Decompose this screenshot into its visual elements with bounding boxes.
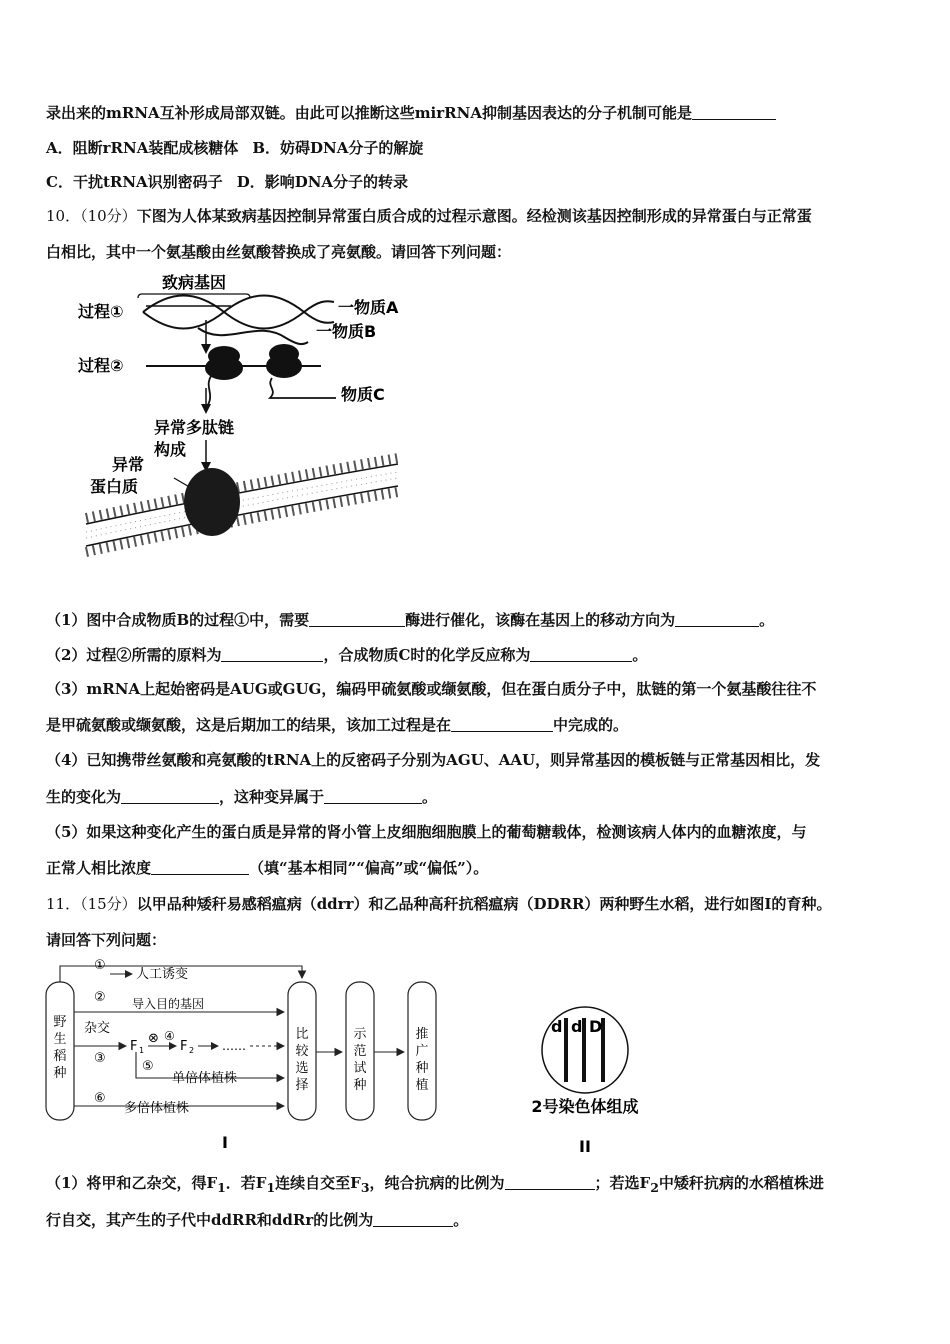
svg-text:野: 野 [53,1015,67,1030]
svg-text:⊗: ⊗ [148,1031,159,1046]
svg-text:推: 推 [415,1027,429,1042]
answer-blank[interactable] [451,718,553,732]
svg-text:④: ④ [164,1029,175,1043]
intro-line: 录出来的mRNA互补形成局部双链。由此可以推断这些mirRNA抑制基因表达的分子机制可能是 [46,102,776,123]
svg-text:①: ① [94,958,106,973]
figure-label-2: II [579,1137,591,1156]
svg-text:试: 试 [353,1061,367,1076]
chrom-caption: 2号染色体组成 [531,1097,639,1116]
q10-stem: 10．（10分）下图为人体某致病基因控制异常蛋白质合成的过程示意图。经检测该基因控制形成的异常蛋白与正常蛋 [46,207,812,225]
svg-text:……: …… [222,1039,246,1053]
label-abnormal: 异常 [112,455,145,474]
q10-part1: （1）图中合成物质B的过程①中，需要 酶进行催化，该酶在基因上的移动方向为 。 [46,611,775,629]
svg-text:人工诱变: 人工诱变 [136,967,189,982]
answer-blank[interactable] [505,1176,595,1190]
q11-part1-cont: 行自交，其产生的子代中ddRR和ddRr的比例为 。 [46,1211,469,1229]
option-row [46,171,408,192]
q10-part3-cont: 是甲硫氨酸或缬氨酸，这是后期加工的结果，该加工过程是在 中完成的。 [46,716,629,734]
q11-stem: 11．（15分）以甲品种矮秆易感稻瘟病（ddrr）和乙品种高秆抗稻瘟病（DDRR）两种野生水稻，进行如图I的育种。 [46,895,832,913]
allele-d-1: d [551,1017,563,1036]
q10-part5: （5）如果这种变化产生的蛋白质是异常的肾小管上皮细胞细胞膜上的葡萄糖载体，检测该病人体内的血糖浓度，与 [46,823,807,841]
svg-text:⑤: ⑤ [142,1059,154,1074]
svg-text:示: 示 [353,1027,367,1042]
svg-text:广: 广 [415,1044,429,1059]
svg-text:⑥: ⑥ [94,1091,106,1106]
svg-text:比: 比 [295,1027,309,1042]
answer-blank[interactable] [121,790,219,804]
svg-text:种: 种 [53,1066,67,1081]
label-gene: 致病基因 [161,273,227,292]
svg-text:②: ② [94,990,106,1005]
q10-part5-cont: 正常人相比浓度 （填“基本相同”“偏高”或“偏低”）。 [46,859,489,877]
svg-text:种: 种 [353,1078,367,1093]
allele-d-2: d [571,1017,583,1036]
svg-text:F: F [130,1039,138,1054]
answer-blank[interactable] [675,613,759,627]
answer-blank[interactable] [530,648,632,662]
label-substance-a: 一物质A [338,298,399,317]
svg-text:导入目的基因: 导入目的基因 [132,997,205,1011]
option-c[interactable]: C．干扰tRNA识别密码子 [46,173,223,191]
answer-blank[interactable] [692,106,776,120]
label-polypeptide: 异常多肽链 [154,418,235,437]
label-protein: 蛋白质 [90,477,139,496]
option-b[interactable]: B．妨碍DNA分子的解旋 [252,139,424,157]
q10-part4-cont: 生的变化为 ，这种变异属于 。 [46,788,438,806]
svg-text:选: 选 [295,1061,309,1076]
q11-part1: （1）将甲和乙杂交，得$F_1$．若$F_1$连续自交至$F_3$，纯合抗病的比例为 ；若选$F_2$中矮秆抗病的水稻植株进 [46,1174,824,1195]
answer-blank[interactable] [309,613,405,627]
q10-stem-2: 白相比，其中一个氨基酸由丝氨酸替换成了亮氨酸。请回答下列问题： [46,243,512,261]
q11-number: 11．（15分） [46,895,137,913]
svg-text:单倍体植株: 单倍体植株 [172,1071,238,1086]
svg-text:较: 较 [295,1044,309,1059]
svg-text:植: 植 [415,1078,429,1093]
abnormal-protein [184,468,240,536]
answer-blank[interactable] [373,1213,453,1227]
svg-text:2: 2 [189,1046,195,1055]
svg-text:F: F [180,1039,188,1054]
svg-text:种: 种 [415,1061,429,1076]
q11-figure-2 [500,1000,680,1160]
q10-number: 10．（10分） [46,207,137,225]
option-row [46,137,423,158]
q10-figure [46,270,402,582]
answer-blank[interactable] [324,790,422,804]
label-compose: 构成 [154,440,187,459]
answer-blank[interactable] [221,648,323,662]
q10-part4: （4）已知携带丝氨酸和亮氨酸的tRNA上的反密码子分别为AGU、AAU，则异常基因的模板链与正常基因相比，发 [46,751,821,769]
svg-text:1: 1 [139,1046,145,1055]
answer-blank[interactable] [151,861,249,875]
svg-text:多倍体植株: 多倍体植株 [124,1101,190,1116]
svg-text:择: 择 [295,1078,309,1093]
svg-text:生: 生 [53,1032,67,1047]
label-process1: 过程① [78,302,124,321]
ribosome-large-2 [266,354,302,378]
label-substance-b: 一物质B [316,322,377,341]
label-process2: 过程② [78,356,124,375]
q11-stem-2: 请回答下列问题： [46,931,167,949]
option-a[interactable]: A．阻断rRNA装配成核糖体 [46,139,239,157]
svg-text:稻: 稻 [53,1049,67,1064]
q10-part2: （2）过程②所需的原料为 ，合成物质C时的化学反应称为 。 [46,646,648,664]
allele-D: D [589,1017,603,1036]
svg-text:③: ③ [94,1051,106,1066]
q10-part3: （3）mRNA上起始密码是AUG或GUG，编码甲硫氨酸或缬氨酸，但在蛋白质分子中，肽链的第一个氨基酸往往不 [46,680,817,698]
q11-figure-1 [44,956,444,1156]
label-substance-c: 物质C [341,385,385,404]
svg-text:范: 范 [353,1044,367,1059]
option-d[interactable]: D．影响DNA分子的转录 [236,173,409,191]
figure-label-1: I [222,1133,228,1152]
svg-text:杂交: 杂交 [84,1021,111,1036]
